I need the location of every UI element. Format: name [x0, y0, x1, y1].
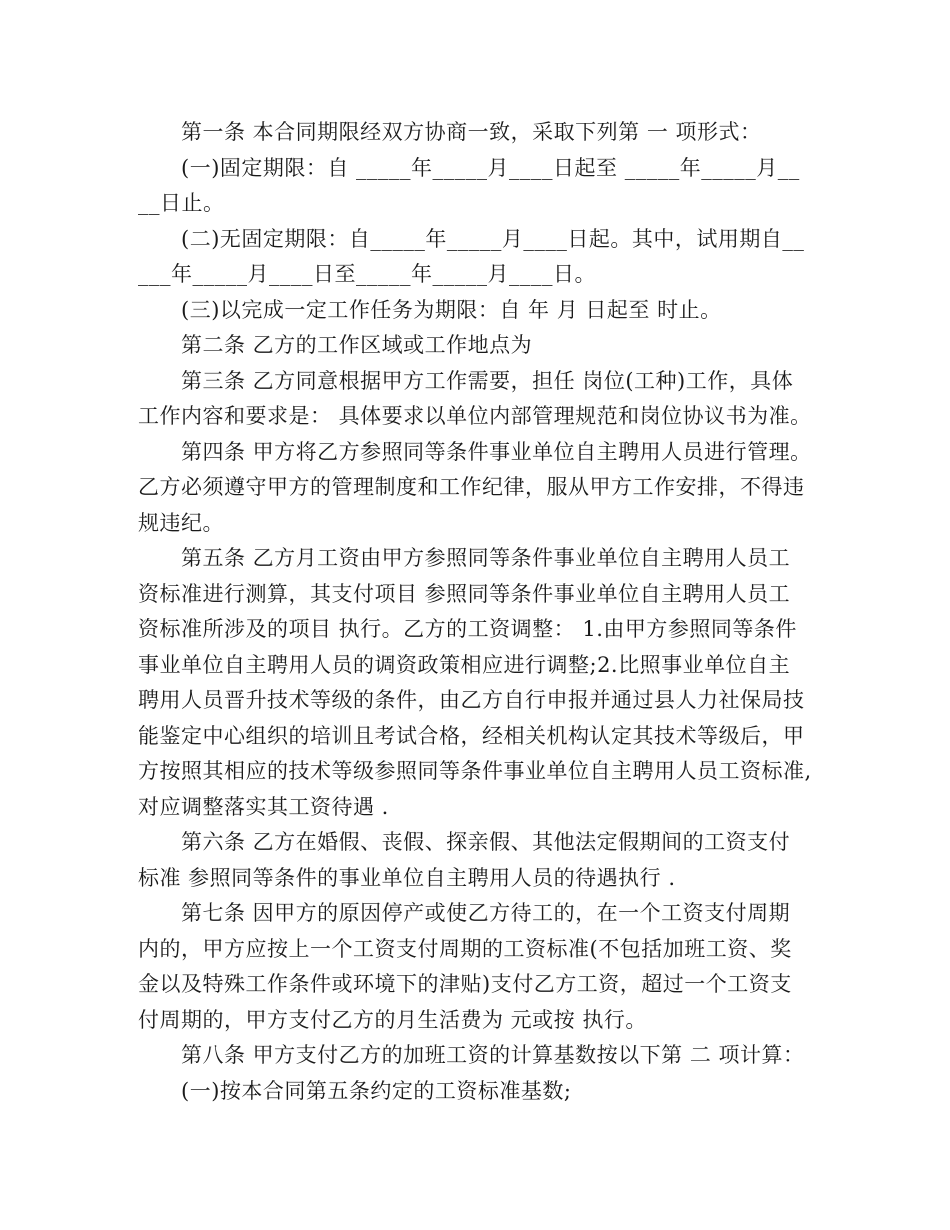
article-7-line-2: 内的，甲方应按上一个工资支付周期的工资标准(不包括加班工资、奖: [138, 937, 792, 961]
article-6-line-1: 第六条 乙方在婚假、丧假、探亲假、其他法定假期间的工资支付: [181, 830, 791, 854]
article-7-line-1: 第七条 因甲方的原因停产或使乙方待工的，在一个工资支付周期: [181, 901, 791, 925]
article-7-line-4: 付周期的，甲方支付乙方的月生活费为 元或按 执行。: [138, 1008, 647, 1032]
article-7-line-3: 金以及特殊工作条件或环境下的津贴)支付乙方工资，超过一个工资支: [138, 972, 792, 996]
article-4-line-1: 第四条 甲方将乙方参照同等条件事业单位自主聘用人员进行管理。: [181, 440, 812, 464]
article-5-line-5: 聘用人员晋升技术等级的条件，由乙方自行申报并通过县人力社保局技: [138, 688, 805, 712]
article-4-line-3: 规违纪。: [138, 511, 224, 535]
article-2-line: 第二条 乙方的工作区域或工作地点为: [181, 333, 533, 357]
article-3-line-2: 工作内容和要求是： 具体要求以单位内部管理规范和岗位协议书为准。: [138, 404, 812, 428]
article-8-line-1: 第八条 甲方支付乙方的加班工资的计算基数按以下第 二 项计算：: [181, 1043, 805, 1067]
article-5-line-3: 资标准所涉及的项目 执行。乙方的工资调整： 1.由甲方参照同等条件: [138, 617, 797, 641]
article-5-line-2: 资标准进行测算，其支付项目 参照同等条件事业单位自主聘用人员工: [138, 582, 791, 606]
article-5-line-1: 第五条 乙方月工资由甲方参照同等条件事业单位自主聘用人员工: [181, 546, 791, 570]
article-1-option-3-line: (三)以完成一定工作任务为期限：自 年 月 日起至 时止。: [181, 298, 722, 322]
article-1-option-1-line-2: __日止。: [138, 191, 225, 215]
article-1-option-1-line-1: (一)固定期限：自 _____年_____月____日起至 _____年_____月__: [181, 156, 800, 180]
article-5-line-6: 能鉴定中心组织的培训且考试合格，经相关机构认定其技术等级后，甲: [138, 724, 805, 748]
article-5-line-8: 对应调整落实其工资待遇 .: [138, 795, 389, 819]
article-3-line-1: 第三条 乙方同意根据甲方工作需要，担任 岗位(工种)工作，具体: [181, 369, 794, 393]
article-1-option-2-line-1: (二)无固定期限：自_____年_____月____日起。其中，试用期自__: [181, 227, 805, 251]
article-1-option-2-line-2: ___年_____月____日至_____年_____月____日。: [138, 262, 596, 286]
article-4-line-2: 乙方必须遵守甲方的管理制度和工作纪律，服从甲方工作安排，不得违: [138, 475, 805, 499]
article-6-line-2: 标准 参照同等条件的事业单位自主聘用人员的待遇执行 .: [138, 866, 676, 890]
article-8-option-1-line: (一)按本合同第五条约定的工资标准基数;: [181, 1079, 572, 1103]
article-5-line-4: 事业单位自主聘用人员的调资政策相应进行调整;2.比照事业单位自主: [138, 653, 791, 677]
article-5-line-7: 方按照其相应的技术等级参照同等条件事业单位自主聘用人员工资标准,: [138, 759, 812, 783]
article-1-line-1: 第一条 本合同期限经双方协商一致，采取下列第 一 项形式：: [181, 120, 762, 144]
